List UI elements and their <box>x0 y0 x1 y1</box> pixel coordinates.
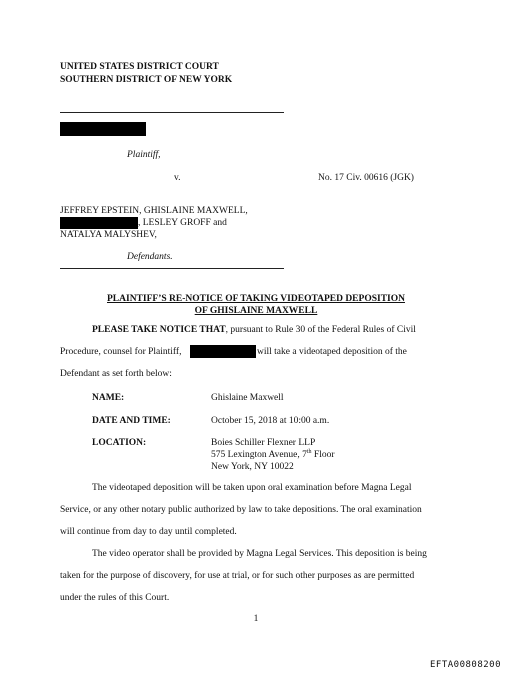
plaintiff-name-redaction <box>60 122 146 136</box>
document-title-line2: OF GHISLAINE MAXWELL <box>194 306 318 316</box>
caption-top-rule <box>60 112 284 113</box>
para2-line2: Service, or any other notary public authorized by law to take depositions. The oral examination <box>60 505 422 515</box>
location-line3: New York, NY 10022 <box>211 462 294 472</box>
intro-line2b: will take a videotaped deposition of the <box>257 347 407 357</box>
intro-line2a: Procedure, counsel for Plaintiff, <box>60 347 182 357</box>
intro-bold-text: PLEASE TAKE NOTICE THAT <box>92 325 226 335</box>
location-line2-floor: Floor <box>311 450 335 460</box>
document-id-stamp: EFTA00808200 <box>430 660 502 670</box>
para3-line1: The video operator shall be provided by Magna Legal Services. This deposition is being <box>92 549 427 559</box>
plaintiff-label: Plaintiff, <box>127 150 161 160</box>
defendants-label: Defendants. <box>127 252 173 262</box>
page-number: 1 <box>253 614 259 624</box>
defendant-name-redaction <box>60 217 138 229</box>
location-line1: Boies Schiller Flexner LLP <box>211 438 316 448</box>
location-line2 <box>211 450 335 460</box>
para3-line3: under the rules of this Court. <box>60 593 170 603</box>
versus: v. <box>174 173 181 183</box>
document-title-line1: PLAINTIFF’S RE-NOTICE OF TAKING VIDEOTAPED DEPOSITION <box>107 294 405 304</box>
court-name-line1: UNITED STATES DISTRICT COURT <box>60 62 219 72</box>
location-label: LOCATION: <box>92 438 147 448</box>
defendants-line2: , LESLEY GROFF and <box>138 218 227 228</box>
date-value: October 15, 2018 at 10:00 a.m. <box>211 416 330 426</box>
location-line2-ordinal: th <box>306 448 312 455</box>
para2-line3: will continue from day to day until completed. <box>60 527 237 537</box>
case-number: No. 17 Civ. 00616 (JGK) <box>318 173 414 183</box>
date-label: DATE AND TIME: <box>92 416 171 426</box>
name-value: Ghislaine Maxwell <box>211 393 284 403</box>
location-line2-street: 575 Lexington Avenue, 7 <box>211 450 307 460</box>
para3-line2: taken for the purpose of discovery, for use at trial, or for such other purposes as are permitted <box>60 571 415 581</box>
caption-bottom-rule <box>60 268 284 269</box>
intro-line1 <box>92 325 416 335</box>
defendants-line3: NATALYA MALYSHEV, <box>60 230 157 240</box>
defendants-line1: JEFFREY EPSTEIN, GHISLAINE MAXWELL, <box>60 206 248 216</box>
plaintiff-name-redaction-2 <box>190 345 256 358</box>
court-name-line2: SOUTHERN DISTRICT OF NEW YORK <box>60 75 233 85</box>
intro-rest-text: , pursuant to Rule 30 of the Federal Rules of Civil <box>225 325 416 335</box>
intro-line3: Defendant as set forth below: <box>60 369 172 379</box>
para2-line1: The videotaped deposition will be taken upon oral examination before Magna Legal <box>92 483 412 493</box>
name-label: NAME: <box>92 393 125 403</box>
